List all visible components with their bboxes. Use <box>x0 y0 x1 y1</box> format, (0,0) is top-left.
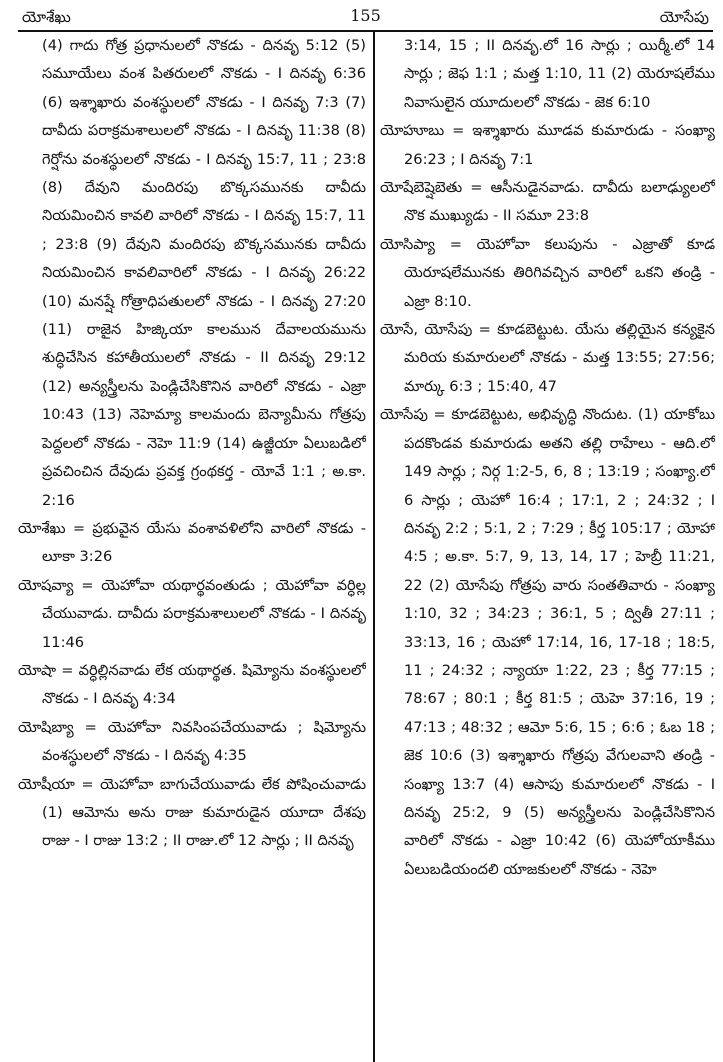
dictionary-entry: యోహూబు = ఇశ్శాఖారు మూడవ కుమారుడు - సంఖ్యా 26:23 ; I దినవృ 7:1 <box>380 122 715 168</box>
entry-continuation: (4) గాదు గోత్ర ప్రధానులలో నొకడు - దినవృ 5:12 (5) సమూయేలు వంశ పితరులలో నొకడు - I దినవృ 6:36 (6) ఇశ్శాఖారు వంశస్థులలో నొకడు - I దినవృ 7:3 (7) దావీదు పరాక్రమశాలులలో నొకడు - I దినవృ 11:38 (8) గెర్షోను వంశస్థులలో నొకడు - I దినవృ 15:7, 11 ; 23:8 (8) దేవుని మందిరపు బొక్కసమునకు దావీదు నియమించిన కావలి వారిలో నొకడు - I దినవృ 15:7, 11 ; 23:8 (9) దేవుని మందిరపు బొక్కసమునకు దావీదు నియమించిన కావలివారిలో నొకడు - I దినవృ 26:22 (10) మనష్షే గోత్రాధిపతులలో నొకడు - I దినవృ 27:20 (11) రాజైన హిజ్కియా కాలమున దేవాలయమును శుద్ధిచేసిన కహాతీయులలో నొకడు - II దినవృ 29:12 (12) అన్యస్త్రీలను పెండ్లిచేసికొనిన వారిలో నొకడు - ఎజ్రా 10:43 (13) నెహెమ్యా కాలమందు బెన్యామీను గోత్రపు పెద్దలలో నొకడు - నెహె 11:9 (14) ఉజ్జీయా ఏలుబడిలో ప్రవచించిన దేవుడు ప్రవక్త గ్రంథకర్త - యోవే 1:1 ; అ.కా. 2:16 <box>42 37 366 509</box>
entry-continuation: 3:14, 15 ; II దినవృ.లో 16 సార్లు ; యిర్మీ.లో 14 సార్లు ; జెఫ 1:1 ; మత్త 1:10, 11 (2) యెరూషలేము నివాసులైన యూదులలో నొకడు - జెక 6:10 <box>404 37 715 111</box>
dictionary-entry: యోషా = వర్ధిల్లినవాడు లేక యథార్థత. షిమ్యోను వంశస్థులలో నొకడు - I దినవృ 4:34 <box>18 661 366 708</box>
header-right-guide-word: యోసేపు <box>659 8 709 26</box>
page-header <box>18 6 713 32</box>
dictionary-entry: యోశేఖు = ప్రభువైన యేసు వంశావళిలోని వారిలో నొకడు - లూకా 3:26 <box>18 519 366 566</box>
text-columns <box>18 32 715 1062</box>
page-number: 155 <box>350 6 381 25</box>
dictionary-entry: యోసిప్యా = యెహోవా కలుపును - ఎజ్రాతో కూడ యెరూషలేమునకు తిరిగివచ్చిన వారిలో ఒకని తండ్రి - ఎజ్రా 8:10. <box>380 235 715 310</box>
dictionary-entry: యోషేబెష్షెబెతు = ఆసీనుడైనవాడు. దావీదు బలాఢ్యులలో నొక ముఖ్యుడు - II సమూ 23:8 <box>380 179 715 225</box>
column-divider <box>373 32 375 1062</box>
header-left-guide-word: యోశేఖు <box>22 8 71 26</box>
right-column <box>380 32 715 1062</box>
dictionary-entry: యోసేపు = కూడబెట్టుట, అభివృద్ధి నొందుట. (1) యాకోబు పదకొండవ కుమారుడు అతని తల్లి రాహేలు - ఆది.లో 149 సార్లు ; నిర్గ 1:2-5, 6, 8 ; 13:19 ; సంఖ్యా.లో 6 సార్లు ; యెహో 16:4 ; 17:1, 2 ; 24:32 ; I దినవృ 2:2 ; 5:1, 2 ; 7:29 ; కీర్త 105:17 ; యోహా 4:5 ; అ.కా. 5:7, 9, 13, 14, 17 ; హెబ్రీ 11:21, 22 (2) యోసేపు గోత్రపు వారు సంతతివారు - సంఖ్యా 1:10, 32 ; 34:23 ; 36:1, 5 ; ద్వితీ 27:11 ; 33:13, 16 ; యెహో 17:14, 16, 17-18 ; 18:5, 11 ; 24:32 ; న్యాయా 1:22, 23 ; కీర్త 77:15 ; 78:67 ; 80:1 ; కీర్త 81:5 ; యెహె 37:16, 19 ; 47:13 ; 48:32 ; ఆమో 5:6, 15 ; 6:6 ; ఓబ 18 ; జెక 10:6 (3) ఇశ్శాఖారు గోత్రపు వేగులవాని తండ్రి - సంఖ్యా 13:7 (4) ఆసాపు కుమారులలో నొకడు - I దినవృ 25:2, 9 (5) అన్యస్త్రీలను పెండ్లిచేసికొనిన వారిలో నొకడు - ఎజ్రా 10:42 (6) యెహోయాకీము ఏలుబడియందలి యాజకులలో నొకడు - నెహె <box>380 406 715 878</box>
dictionary-entry: యోషిబ్యా = యెహోవా నివసింపచేయువాడు ; షిమ్యోను వంశస్థులలో నొకడు - I దినవృ 4:35 <box>18 718 366 765</box>
dictionary-entry: యోసే, యోసేపు = కూడబెట్టుట. యేసు తల్లియైన కన్యకైన మరియ కుమారులలో నొకడు - మత్త 13:55; 27:56; మార్కు 6:3 ; 15:40, 47 <box>380 321 715 395</box>
dictionary-entry: యోషీయా = యెహోవా బాగుచేయువాడు లేక పోషించువాడు (1) ఆమోను అను రాజు కుమారుడైన యూదా దేశపు రాజు - I రాజు 13:2 ; II రాజు.లో 12 సార్లు ; II దినవృ <box>18 775 366 850</box>
left-column <box>18 32 366 1062</box>
dictionary-entry: యోషవ్యా = యెహోవా యథార్థవంతుడు ; యెహోవా వర్ధిల్ల చేయువాడు. దావీదు పరాక్రమశాలులలో నొకడు - I దినవృ 11:46 <box>18 576 366 651</box>
